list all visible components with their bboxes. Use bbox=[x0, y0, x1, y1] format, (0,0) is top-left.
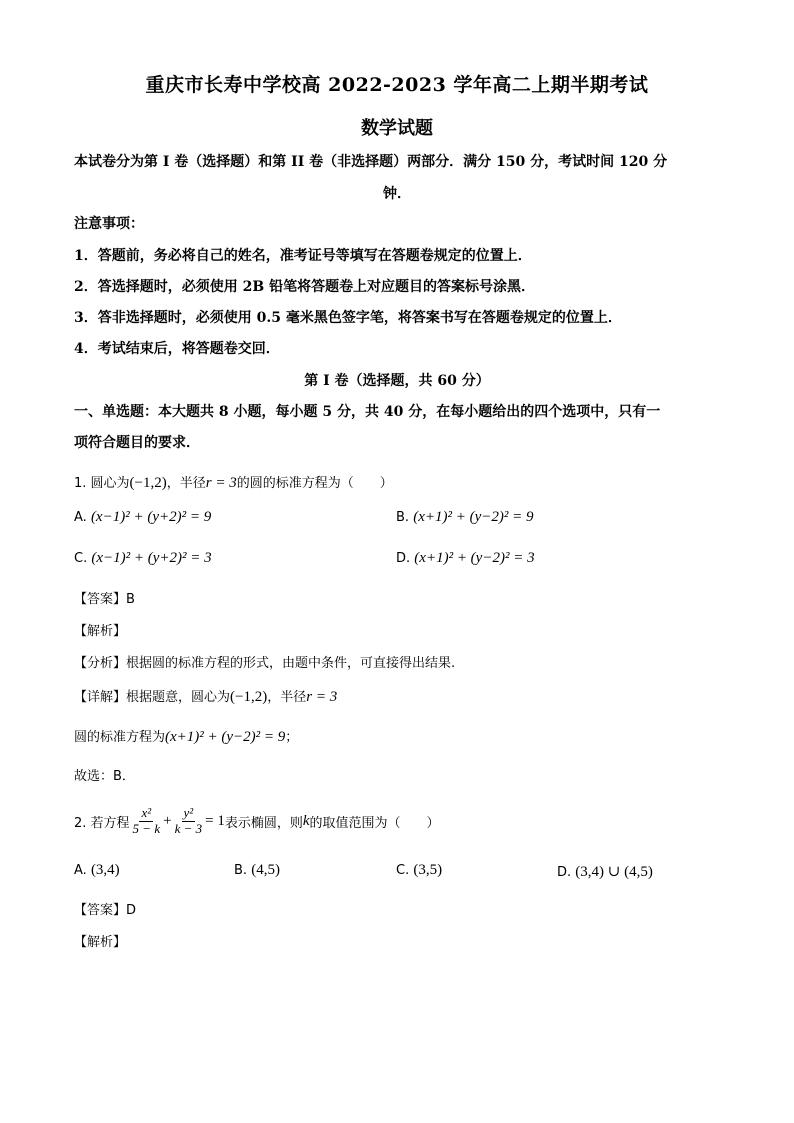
page-subtitle: 数学试题 bbox=[361, 118, 433, 139]
page-title: 重庆市长寿中学校高 2022-2023 学年高二上期半期考试 bbox=[145, 74, 649, 96]
q1-option-c: C. (x−1)² + (y+2)² = 3 bbox=[74, 550, 212, 566]
q1-xiangjie: 【详解】根据题意，圆心为(−1,2)，半径r = 3 bbox=[74, 689, 338, 705]
fraction-y2-over-k-minus-3: $\frac{\text{y²}}{k - 3}$ bbox=[174, 804, 203, 836]
intro-line-2: 钟． bbox=[383, 186, 411, 202]
notice-item: 1．答题前，务必将自己的姓名，准考证号等填写在答题卷规定的位置上． bbox=[74, 248, 532, 264]
q2-answer: 【答案】D bbox=[74, 903, 137, 918]
q1-analysis-tag: 【解析】 bbox=[74, 624, 127, 639]
section-line-2: 项符合题目的要求． bbox=[74, 435, 200, 451]
q2-analysis-tag: 【解析】 bbox=[74, 935, 127, 950]
notice-item: 4．考试结束后，将答题卷交回． bbox=[74, 341, 280, 357]
part1-heading: 第 I 卷（选择题，共 60 分） bbox=[304, 373, 490, 389]
section-line-1: 一、单选题：本大题共 8 小题，每小题 5 分，共 40 分，在每小题给出的四个选项中，只有一 bbox=[74, 404, 661, 420]
q1-option-a: A. (x−1)² + (y+2)² = 9 bbox=[74, 509, 212, 525]
fraction-x2-over-5-minus-k: $\frac{\text{x²}}{5 - k}$ bbox=[132, 804, 161, 836]
intro-line-1: 本试卷分为第 I 卷（选择题）和第 II 卷（非选择题）两部分．满分 150 分，考试时间 120 分 bbox=[74, 154, 668, 170]
q2-option-c: C. (3,5) bbox=[396, 862, 443, 878]
notice-item: 2．答选择题时，必须使用 2B 铅笔将答题卷上对应题目的答案标号涂黑． bbox=[74, 279, 536, 295]
q1-option-b: B. (x+1)² + (y−2)² = 9 bbox=[396, 509, 534, 525]
q2-option-b: B. (4,5) bbox=[234, 862, 280, 878]
q2-option-a: A. (3,4) bbox=[74, 862, 120, 878]
q2-option-d: D. (3,4) ∪ (4,5) bbox=[557, 864, 653, 880]
notice-heading: 注意事项： bbox=[74, 216, 144, 232]
notice-item: 3．答非选择题时，必须使用 0.5 毫米黑色签字笔，将答案书写在答题卷规定的位置上． bbox=[74, 310, 622, 326]
question-2-stem: 2. 若方程 $\frac{\text{x²}}{5 - k}$ + $\frac{\text{y²}}{k - 3}$ = 1 表示椭圆，则 k 的取值范围为（ ） bbox=[74, 804, 440, 836]
q1-fenxi: 【分析】根据圆的标准方程的形式，由题中条件，可直接得出结果. bbox=[74, 656, 456, 671]
q1-answer: 【答案】B bbox=[74, 592, 135, 607]
q1-equation: 圆的标准方程为(x+1)² + (y−2)² = 9； bbox=[74, 729, 299, 745]
question-1-stem: 1. 圆心为(−1,2)，半径r = 3的圆的标准方程为（ ） bbox=[74, 475, 393, 491]
q1-option-d: D. (x+1)² + (y−2)² = 3 bbox=[396, 550, 535, 566]
q1-conclusion: 故选：B． bbox=[74, 769, 135, 784]
